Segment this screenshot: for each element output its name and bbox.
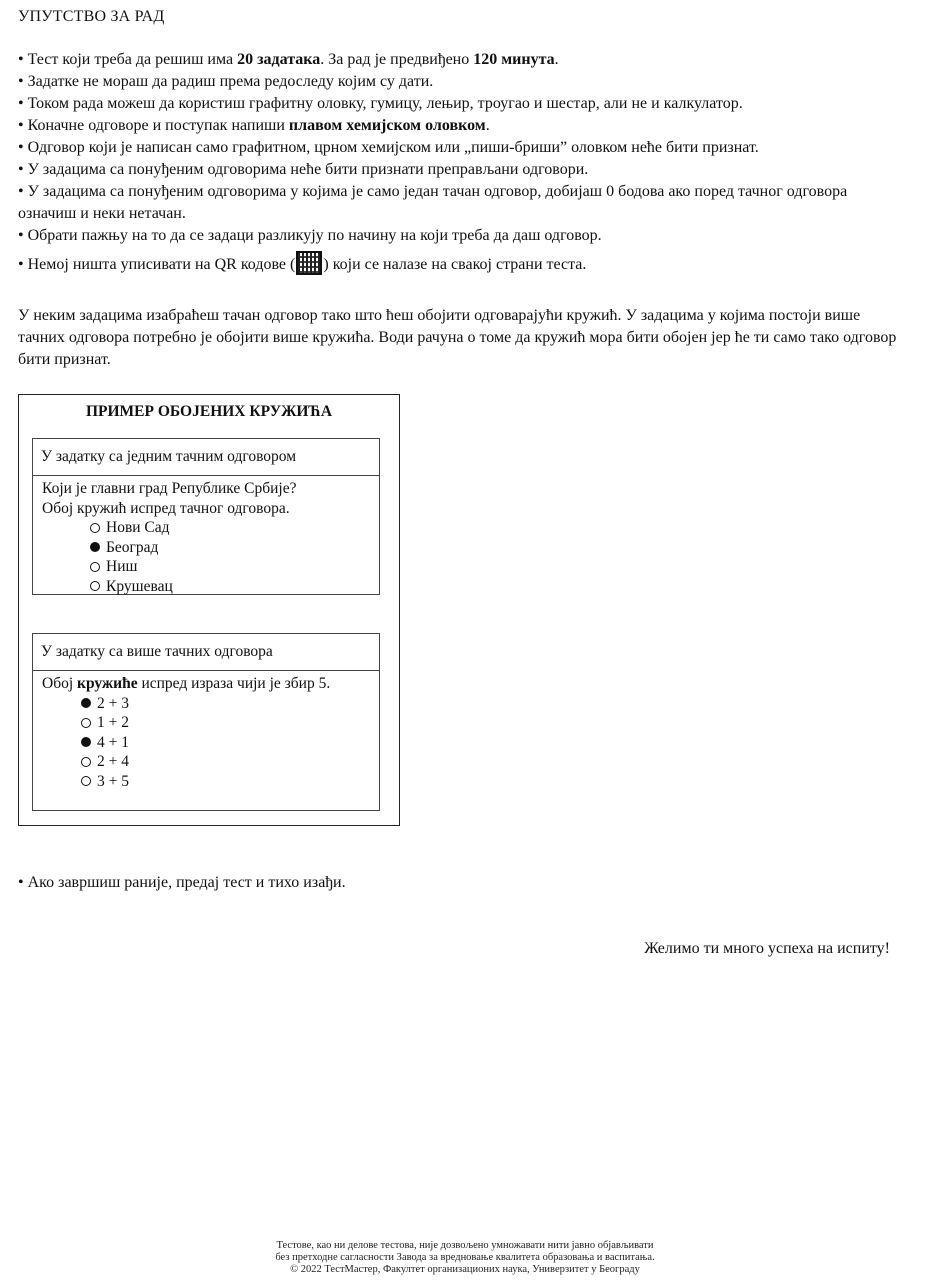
page-title: УПУТСТВО ЗА РАД	[18, 8, 165, 25]
empty-circle-icon	[90, 581, 100, 591]
instruction-text: .	[554, 51, 559, 68]
single-answer-example	[32, 438, 380, 595]
footer-line: Тестове, као ни делове тестова, није дозвољено умножавати нити јавно објављивати	[276, 1240, 654, 1251]
empty-circle-icon	[81, 718, 91, 728]
footer-line: © 2022 ТестМастер, Факултет организационих наука, Универзитет у Београду	[290, 1264, 640, 1275]
multiple-answer-example	[32, 633, 380, 811]
instruction-text	[42, 674, 379, 694]
instruction-item: • Обрати пажњу на то да се задаци разликују по начину на који треба да даш одговор.	[18, 227, 602, 244]
instruction-item: • У задацима са понуђеним одговорима у којима је само један тачан одговор, добијаш 0 бодова ако поред тачног одговора означиш и неки нетачан.	[18, 183, 848, 222]
instruction-item	[18, 251, 908, 276]
example-title: ПРИМЕР ОБОЈЕНИХ КРУЖИЋА	[85, 403, 333, 420]
instruction-text: • Немој ништа уписивати на QR кодове (	[18, 256, 296, 273]
option-label: Крушевац	[106, 577, 173, 595]
option-item	[81, 694, 379, 714]
option-item	[90, 518, 379, 538]
instruction-text: .	[485, 117, 490, 134]
instruction-text: ) који се налазе на свакој страни теста.	[323, 256, 587, 273]
option-label: 3 + 5	[97, 772, 129, 790]
option-item	[81, 752, 379, 772]
options-list	[42, 518, 379, 596]
empty-circle-icon	[90, 562, 100, 572]
instruction-text: Обој кружић испред тачног одговора.	[42, 499, 290, 517]
instruction-emphasis: кружиће	[77, 675, 138, 692]
instruction-item	[18, 49, 908, 71]
option-item	[90, 538, 379, 558]
footer-line: без претходне сагласности Завода за вредновање квалитета образовања и васпитања.	[275, 1252, 655, 1263]
option-item	[81, 713, 379, 733]
option-label: 2 + 3	[97, 694, 129, 712]
filled-circle-icon	[90, 542, 100, 552]
filled-circle-icon	[81, 737, 91, 747]
instruction-part: испред израза чији је збир 5.	[137, 675, 331, 692]
option-label: 4 + 1	[97, 733, 129, 751]
single-answer-header: У задатку са једним тачним одговором	[33, 439, 379, 476]
option-item	[90, 577, 379, 597]
filled-circle-icon	[81, 698, 91, 708]
instruction-part: Обој	[42, 675, 78, 692]
multiple-answer-header: У задатку са више тачних одговора	[33, 634, 379, 671]
instruction-item: • У задацима са понуђеним одговорима неће бити признати преправљани одговори.	[18, 161, 589, 178]
copyright-footer	[0, 1240, 930, 1276]
instruction-text: . За рад је предвиђено	[320, 51, 474, 68]
options-list	[42, 694, 379, 792]
option-label: 1 + 2	[97, 714, 129, 731]
option-label: Београд	[106, 538, 159, 556]
multiple-answer-body	[33, 671, 379, 791]
option-item	[81, 733, 379, 753]
instructions-list	[18, 49, 908, 276]
good-luck-message: Желимо ти много успеха на испиту!	[644, 940, 890, 957]
option-item	[81, 772, 379, 792]
option-label: 2 + 4	[97, 753, 129, 770]
instruction-item: • Задатке не мораш да радиш према редоследу којим су дати.	[18, 73, 434, 90]
task-count: 20 задатака	[237, 51, 321, 68]
finish-instruction: • Ако завршиш раније, предај тест и тихо изађи.	[18, 874, 346, 891]
instruction-item	[18, 115, 908, 137]
instruction-text: • Коначне одговоре и поступак напиши	[18, 117, 289, 134]
instruction-item: • Одговор који је написан само графитном, црном хемијском или „пиши-бриши” оловком неће бити признат.	[18, 139, 759, 156]
pen-requirement: плавом хемијском оловком	[288, 117, 486, 134]
empty-circle-icon	[81, 757, 91, 767]
instruction-text: • Тест који треба да решиш има	[18, 51, 238, 68]
time-limit: 120 минута	[473, 51, 555, 68]
empty-circle-icon	[81, 776, 91, 786]
single-answer-body	[33, 476, 379, 596]
option-label: Нови Сад	[106, 519, 170, 536]
option-label: Ниш	[106, 558, 138, 575]
qr-code-icon	[296, 251, 322, 275]
option-item	[90, 557, 379, 577]
empty-circle-icon	[90, 523, 100, 533]
example-box	[18, 394, 400, 826]
intro-paragraph: У неким задацима изабраћеш тачан одговор тако што ћеш обојити одговарајући кружић. У задацима у којима постоји више тачних одговора потребно је обојити више кружића. Води рачуна о томе да кружић мора бити обојен јер ће ти само тако одговор бити признат.	[18, 307, 897, 368]
question-text: Који је главни град Републике Србије?	[42, 480, 297, 497]
instruction-item: • Током рада можеш да користиш графитну оловку, гумицу, лењир, троугао и шестар, али не и калкулатор.	[18, 95, 743, 112]
